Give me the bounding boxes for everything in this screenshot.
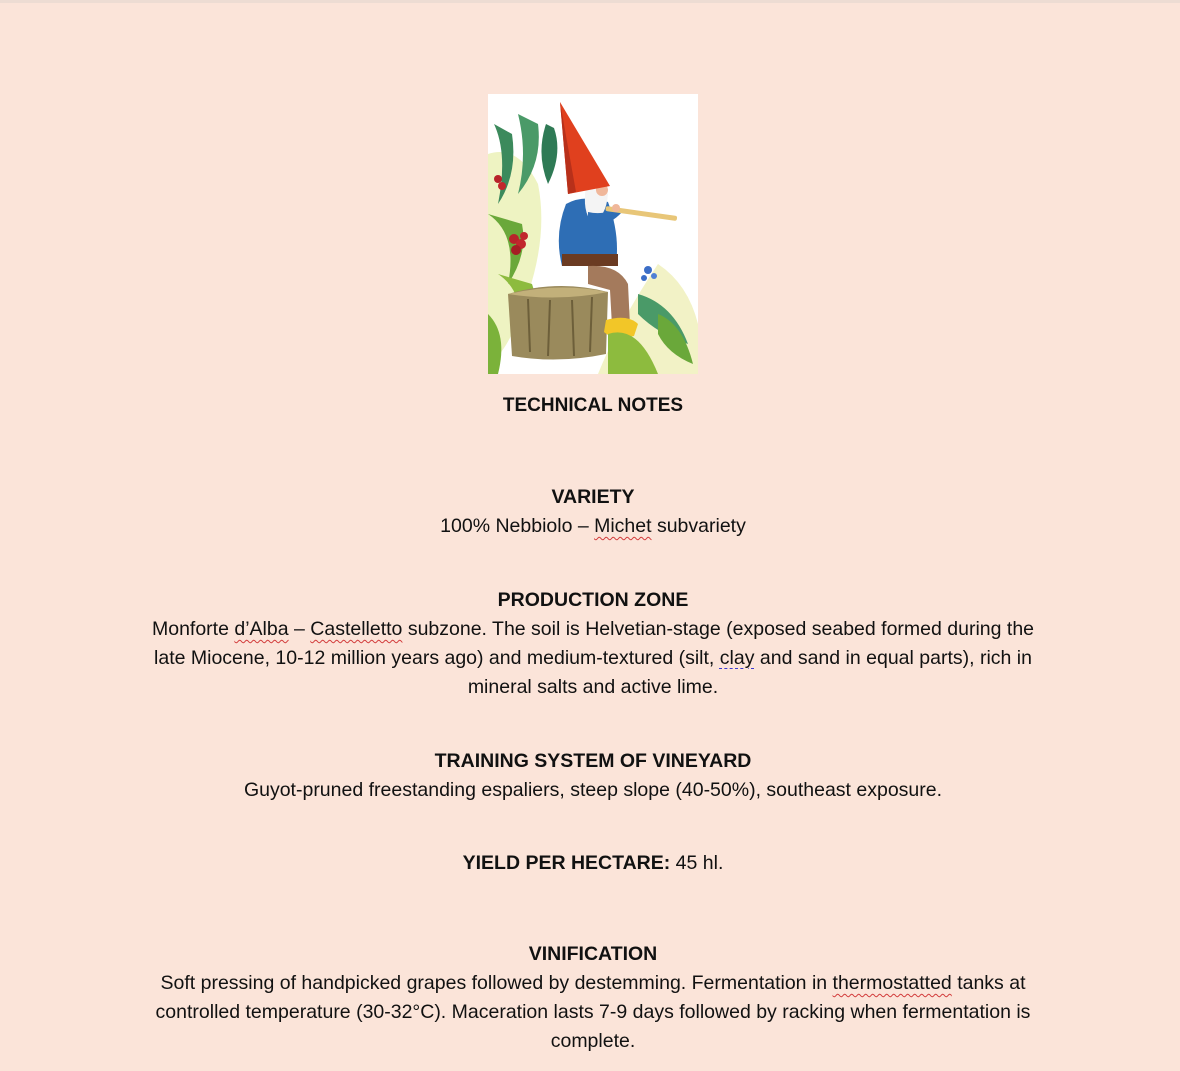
production-zone-text-part: – <box>288 618 311 640</box>
production-zone-heading: PRODUCTION ZONE <box>497 589 689 611</box>
variety-text-part: subvariety <box>651 515 746 537</box>
training-text: Guyot-pruned freestanding espaliers, steep slope (40-50%), southeast exposure. <box>243 779 943 801</box>
vinification-text <box>143 969 1043 1056</box>
gnome-flute-illustration-icon <box>488 94 698 374</box>
variety-section <box>143 483 1043 541</box>
production-zone-section <box>143 586 1043 702</box>
production-zone-text-part: and sand in equal parts), rich in mineral salts and active lime. <box>467 647 1032 698</box>
spellcheck-flagged-word[interactable]: Castelletto <box>310 618 403 640</box>
production-zone-text <box>143 615 1043 702</box>
production-zone-text-part: Monforte <box>151 618 235 640</box>
training-section <box>143 747 1043 805</box>
top-border <box>0 0 1180 3</box>
variety-heading: VARIETY <box>551 486 635 508</box>
grammar-flagged-word[interactable]: clay <box>719 647 755 669</box>
yield-value: 45 hl. <box>670 852 724 874</box>
yield-line <box>143 849 1043 878</box>
yield-label: YIELD PER HECTARE: <box>462 852 671 874</box>
vinification-text-part: Soft pressing of handpicked grapes followed by destemming. Fermentation in <box>160 972 833 994</box>
spellcheck-flagged-word[interactable]: thermostatted <box>832 972 952 994</box>
vinification-heading: VINIFICATION <box>528 943 658 965</box>
production-zone-text-part: subzone. The soil is Helvetian-stage (exposed seabed formed during the late Miocene, 10-12 million years ago) and medium-textured (silt, <box>154 618 1035 669</box>
variety-text-part: 100% Nebbiolo – <box>440 515 595 537</box>
yield-section <box>143 849 1043 878</box>
vinification-text-part: tanks at controlled temperature (30-32°C). Maceration lasts 7-9 days followed by racking when fermentation is complete. <box>155 972 1031 1052</box>
spellcheck-flagged-word[interactable]: d’Alba <box>234 618 289 640</box>
vinification-section <box>143 940 1043 1056</box>
page-title: TECHNICAL NOTES <box>502 395 684 416</box>
spellcheck-flagged-word[interactable]: Michet <box>594 515 652 537</box>
variety-text <box>143 512 1043 541</box>
training-heading: TRAINING SYSTEM OF VINEYARD <box>434 750 752 772</box>
